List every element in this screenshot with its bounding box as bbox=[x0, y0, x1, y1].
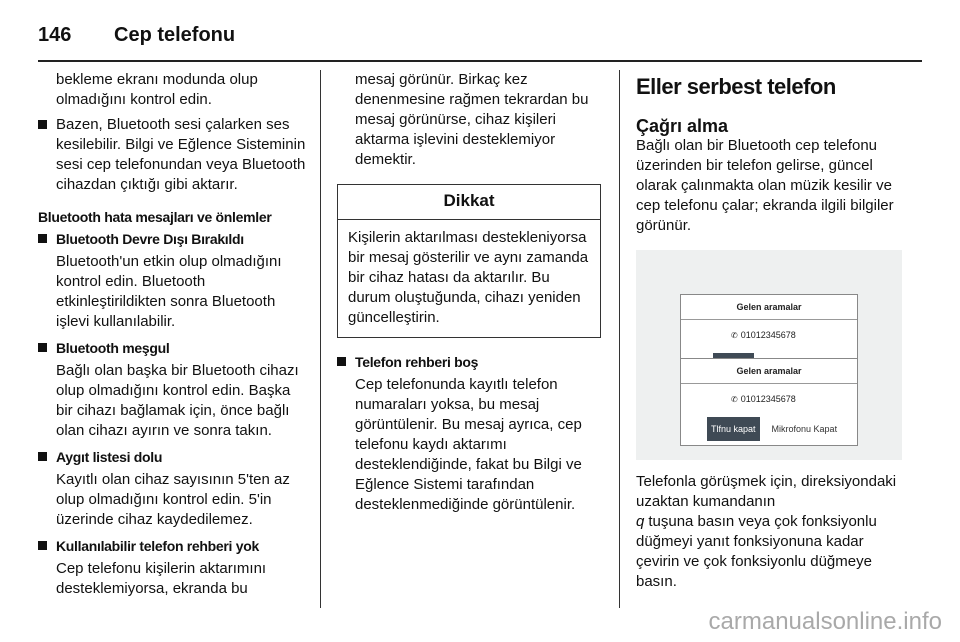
caller-number: 01012345678 bbox=[740, 394, 796, 404]
bullet-body: Cep telefonu kişilerin aktarımını desteklemiyorsa, ekranda bu bbox=[56, 560, 267, 597]
bullet-square-icon bbox=[38, 452, 47, 461]
bullet-item bbox=[337, 352, 605, 373]
intro-text: mesaj görünür. Birkaç kez denenmesine rağmen tekrardan bu mesaj görünürse, cihaz kişileri aktarma işlevini desteklemiyor demektir. bbox=[355, 71, 589, 168]
intro-text: bekleme ekranı modunda olup olmadığını kontrol edin. bbox=[56, 71, 258, 108]
bullet-title: Kullanılabilir telefon rehberi yok bbox=[56, 538, 259, 554]
bullet-square-icon bbox=[38, 541, 47, 550]
panel-title: Gelen aramalar bbox=[681, 295, 857, 320]
note-box bbox=[337, 184, 601, 338]
header-divider bbox=[38, 60, 922, 62]
bullet-item bbox=[38, 229, 306, 250]
subsection-heading: Çağrı alma bbox=[636, 116, 729, 136]
bullet-title: Aygıt listesi dolu bbox=[56, 449, 163, 465]
panel-buttons bbox=[681, 413, 857, 445]
bullet-square-icon bbox=[38, 234, 47, 243]
column-divider bbox=[320, 70, 321, 608]
bullet-body: Kayıtlı olan cihaz sayısının 5'ten az olup olmadığını kontrol edin. 5'in üzerinde cihaz kaydedilemez. bbox=[56, 471, 290, 528]
bullet-title: Telefon rehberi boş bbox=[355, 354, 479, 370]
caller-number: 01012345678 bbox=[740, 330, 796, 340]
hang-up-button: Tlfnu kapat bbox=[707, 417, 760, 441]
page-title: Cep telefonu bbox=[114, 23, 236, 46]
paragraph bbox=[636, 472, 904, 592]
bullet-square-icon bbox=[38, 343, 47, 352]
page-number: 146 bbox=[38, 23, 72, 46]
column-divider bbox=[619, 70, 620, 608]
bullet-item bbox=[38, 536, 306, 557]
bullet-title: Bluetooth Devre Dışı Bırakıldı bbox=[56, 231, 244, 247]
panel-number bbox=[681, 320, 857, 349]
bullet-square-icon bbox=[38, 120, 47, 129]
note-title: Dikkat bbox=[338, 185, 600, 220]
bullet-title: Bluetooth meşgul bbox=[56, 340, 170, 356]
paragraph-text: tuşuna basın veya çok fonksiyonlu düğmeyi yanıt fonksiyonuna kadar çevirin ve çok fonksiyonlu düğmeye basın. bbox=[636, 513, 877, 590]
bullet-square-icon bbox=[337, 357, 346, 366]
bullet-item bbox=[38, 447, 306, 468]
bullet-item bbox=[38, 115, 306, 195]
bullet-body: Bluetooth'un etkin olup olmadığını kontrol edin. Bluetooth etkinleştirildikten sonra Bluetooth işlevi kullanılabilir. bbox=[56, 253, 282, 330]
phone-key-icon: q bbox=[636, 513, 645, 530]
active-call-panel bbox=[680, 358, 858, 446]
bullet-item bbox=[38, 338, 306, 359]
bullet-body: Bağlı olan başka bir Bluetooth cihazı olup olmadığını kontrol edin. Başka bir cihazı bağlamak için, önce bağlı olan cihazı ayırın ve sonra takın. bbox=[56, 362, 299, 439]
incoming-call-figure bbox=[636, 250, 902, 460]
mute-mic-button: Mikrofonu Kapat bbox=[771, 424, 838, 434]
panel-title: Gelen aramalar bbox=[681, 359, 857, 384]
section-heading: Eller serbest telefon bbox=[636, 74, 836, 99]
column-middle bbox=[337, 70, 605, 515]
column-right bbox=[636, 70, 904, 592]
column-left bbox=[38, 70, 306, 599]
panel-number bbox=[681, 384, 857, 413]
bullet-text: Bazen, Bluetooth sesi çalarken ses kesilebilir. Bilgi ve Eğlence Sisteminin sesi cep telefonundan veya Bluetooth cihazdan çıktığı gibi aktarır. bbox=[56, 116, 306, 193]
phone-icon: ✆ bbox=[731, 395, 738, 404]
note-text: Kişilerin aktarılması destekleniyorsa bir mesaj gösterilir ve aynı zamanda bir cihaz hatası da aktarılır. Bu durum oluştuğunda, cihazı yeniden güncelleştirin. bbox=[348, 229, 589, 326]
watermark: carmanualsonline.info bbox=[708, 608, 942, 635]
paragraph: Bağlı olan bir Bluetooth cep telefonu üzerinden bir telefon gelirse, güncel olarak çalınmakta olan müzik kesilir ve cep telefonu çalar; ekranda ilgili bilgiler görünür. bbox=[636, 137, 894, 234]
page-header bbox=[38, 20, 235, 50]
phone-icon: ✆ bbox=[731, 331, 738, 340]
bullet-body: Cep telefonunda kayıtlı telefon numaraları yoksa, bu mesaj görüntülenir. Bu mesaj ayrıca, cep telefonu kaydı aktarımı desteklendiğinde, fakat bu Bilgi ve Eğlence Sistemi tarafından desteklenmediğinde görüntülenir. bbox=[355, 376, 582, 513]
section-heading: Bluetooth hata mesajları ve önlemler bbox=[38, 209, 272, 225]
paragraph-text: Telefonla görüşmek için, direksiyondaki uzaktan kumandanın bbox=[636, 473, 897, 510]
